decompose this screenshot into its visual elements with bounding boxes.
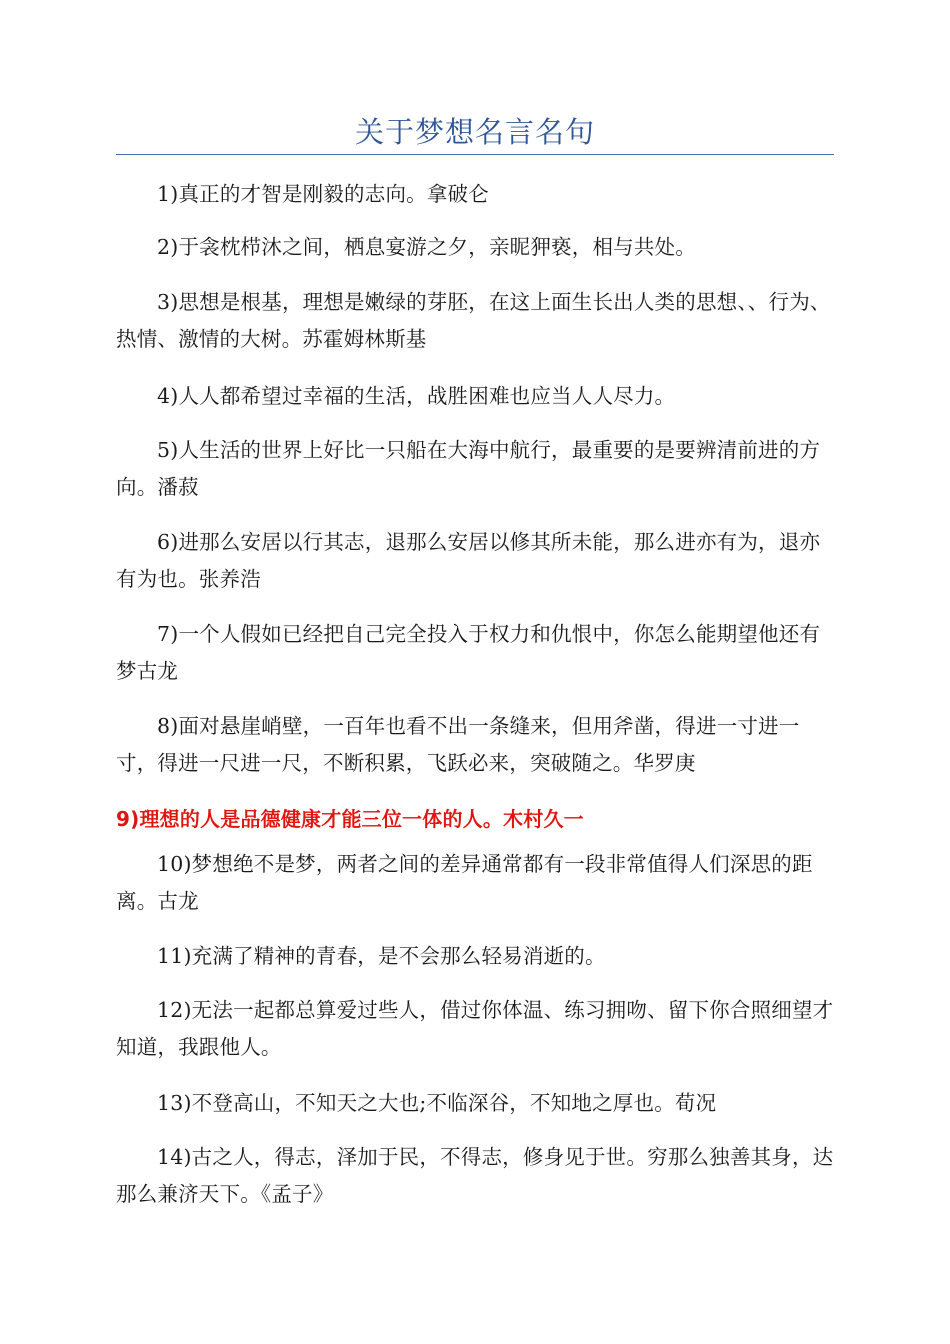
quote-10: 10)梦想绝不是梦，两者之间的差异通常都有一段非常值得人们深思的距离。古龙 [116, 852, 813, 913]
quote-6: 6)进那么安居以行其志，退那么安居以修其所未能，那么进亦有为，退亦有为也。张养浩 [116, 530, 821, 591]
quote-9-highlighted: 9)理想的人是品德健康才能三位一体的人。木村久一 [116, 807, 584, 831]
quote-3: 3)思想是根基，理想是嫩绿的芽胚，在这上面生长出人类的思想、、行为、热情、激情的大树。苏霍姆林斯基 [116, 290, 831, 351]
title-underline [116, 154, 834, 155]
quote-13: 13)不登高山，不知天之大也;不临深谷，不知地之厚也。荀况 [157, 1091, 717, 1115]
quote-12: 12)无法一起都总算爱过些人，借过你体温、练习拥吻、留下你合照细望才知道，我跟他人。 [116, 998, 834, 1059]
document-title: 关于梦想名言名句 [354, 115, 595, 149]
quote-11: 11)充满了精神的青春，是不会那么轻易消逝的。 [157, 944, 606, 968]
quote-14: 14)古之人，得志，泽加于民，不得志，修身见于世。穷那么独善其身，达那么兼济天下。《孟子》 [116, 1145, 834, 1206]
quote-8: 8)面对悬崖峭壁，一百年也看不出一条缝来，但用斧凿，得进一寸进一寸，得进一尺进一尺，不断积累，飞跃必来，突破随之。华罗庚 [116, 714, 800, 775]
quote-2: 2)于衾枕栉沐之间，栖息宴游之夕，亲昵狎亵，相与共处。 [157, 235, 696, 259]
quote-7: 7)一个人假如已经把自己完全投入于权力和仇恨中，你怎么能期望他还有梦古龙 [116, 622, 821, 683]
quote-5: 5)人生活的世界上好比一只船在大海中航行，最重要的是要辨清前进的方向。潘菽 [116, 438, 821, 499]
quote-1: 1)真正的才智是刚毅的志向。拿破仑 [157, 182, 489, 206]
quote-4: 4)人人都希望过幸福的生活，战胜困难也应当人人尽力。 [157, 384, 676, 408]
